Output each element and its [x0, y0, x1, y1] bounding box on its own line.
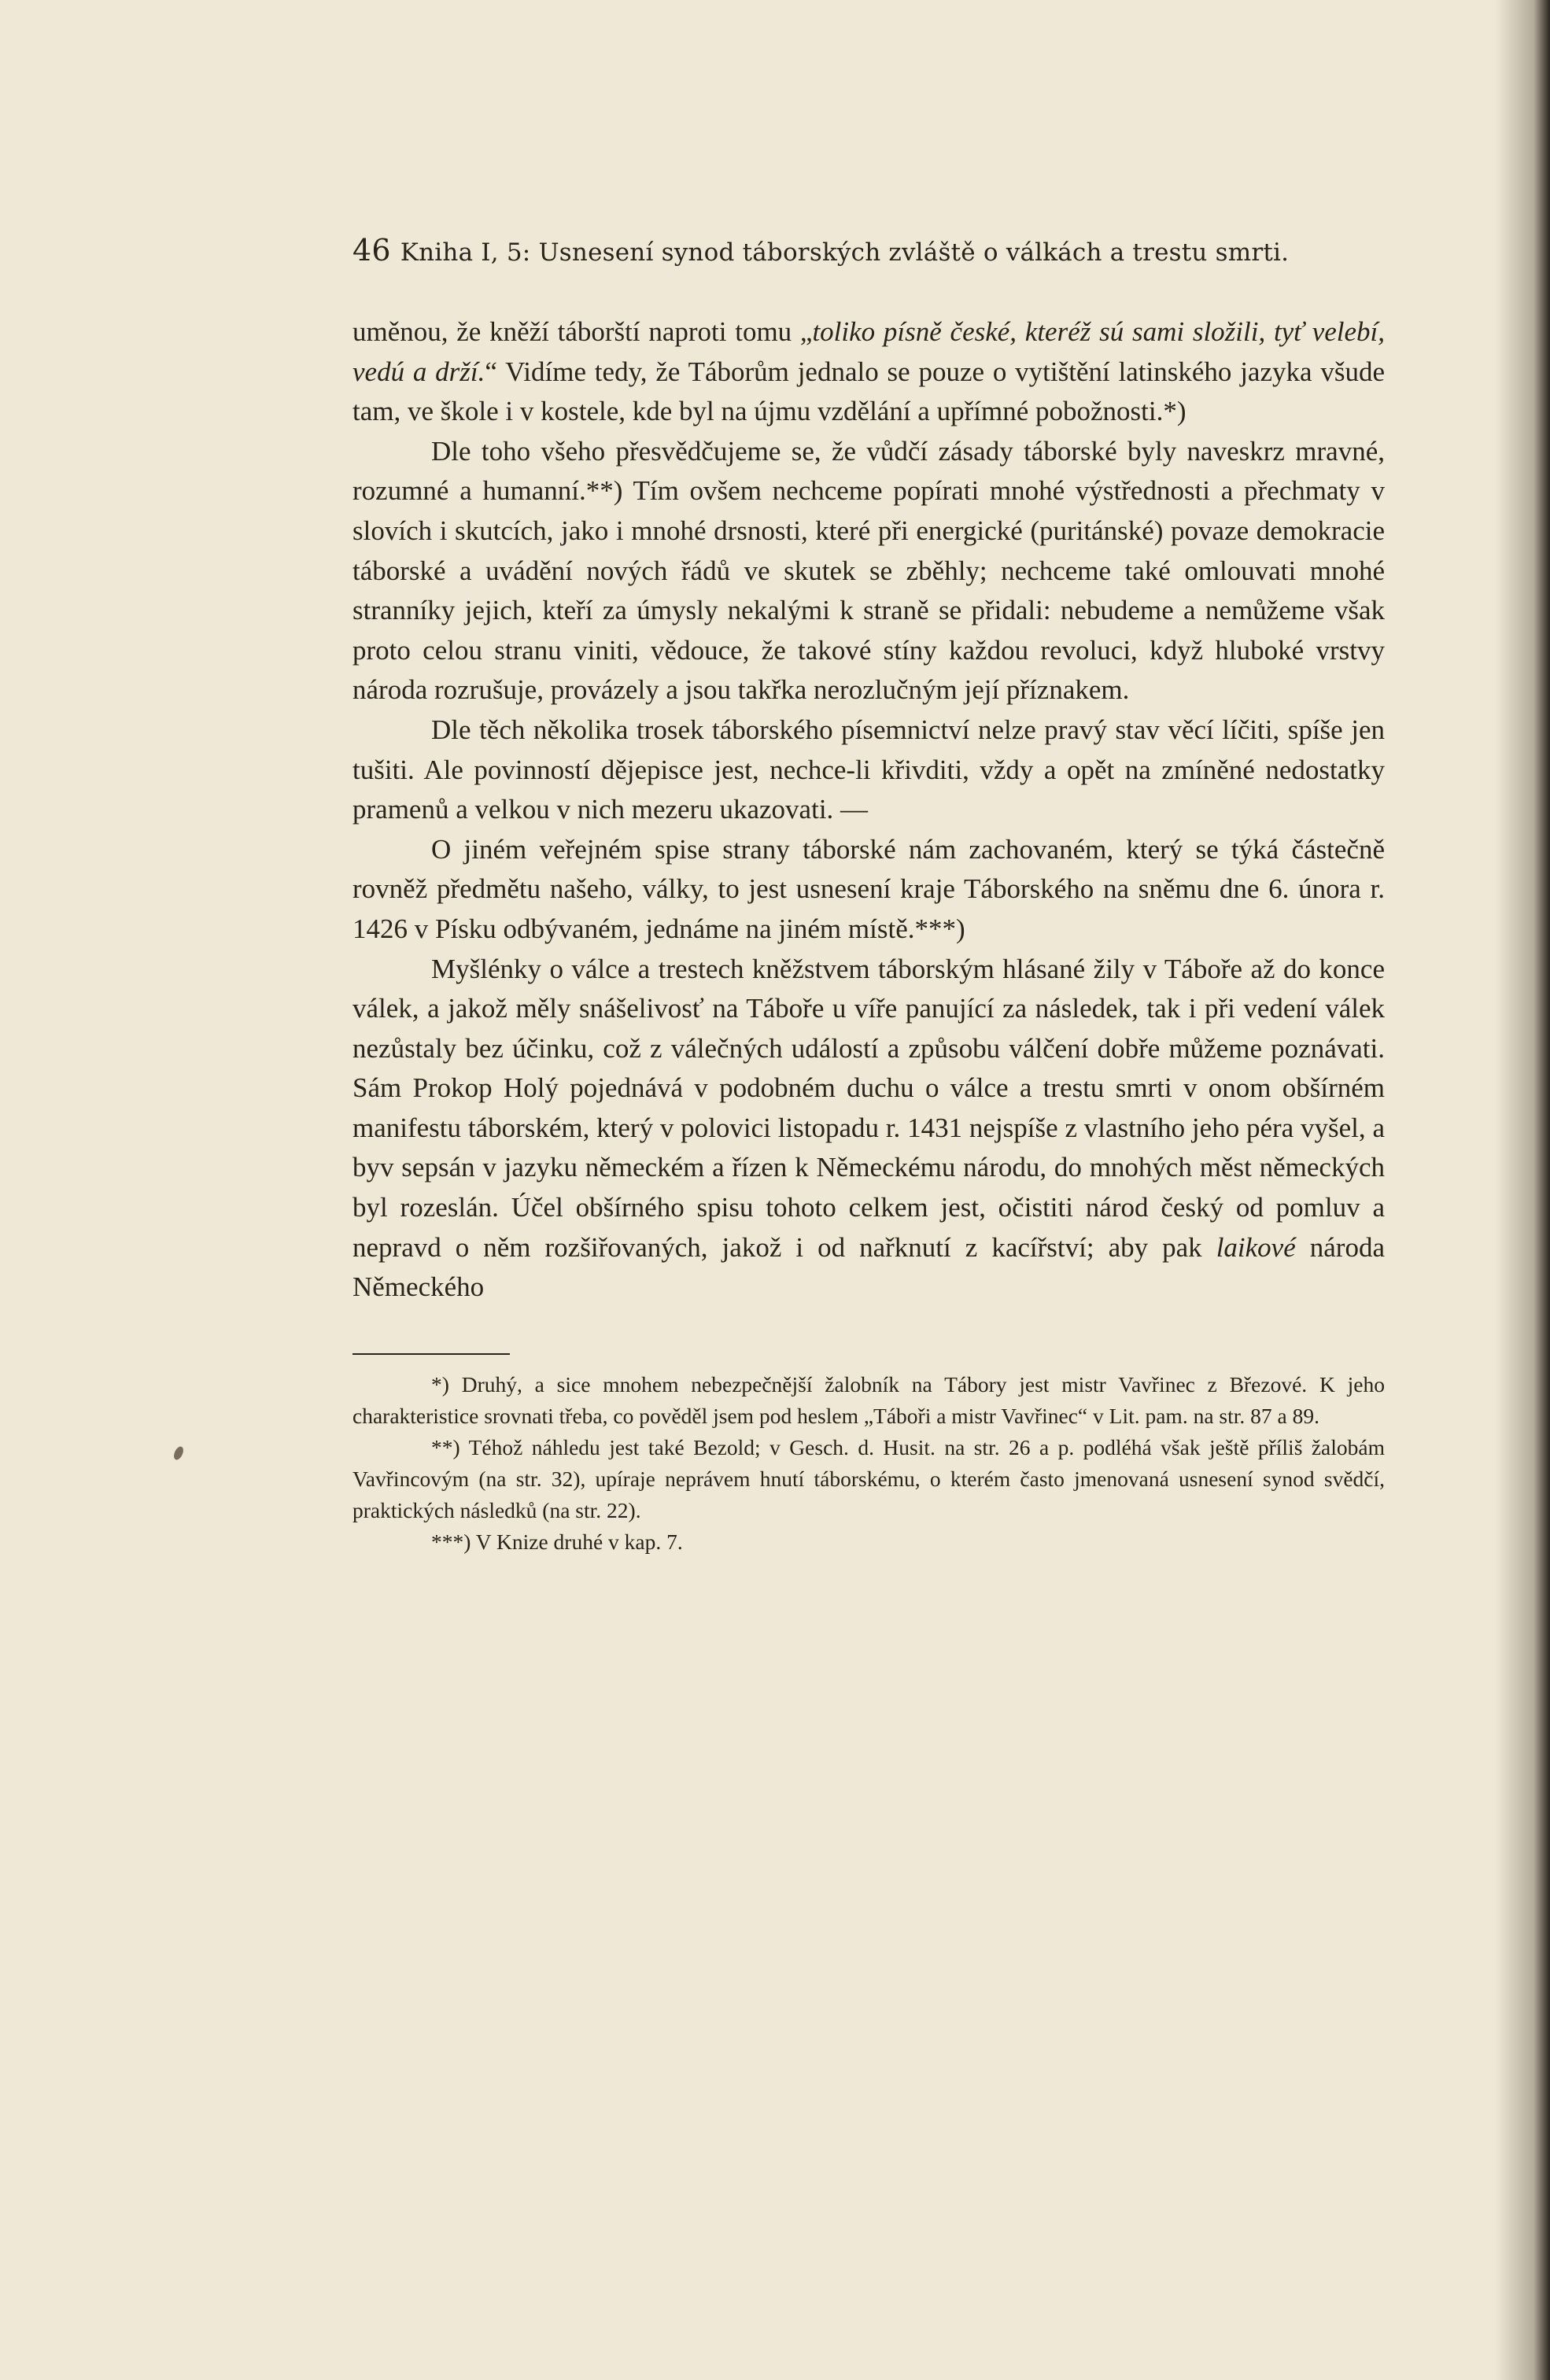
footnotes [352, 1369, 1385, 1558]
paragraph-3: Dle těch několika trosek táborského písemnictví nelze pravý stav věcí líčiti, spíše jen tušiti. Ale povinností dějepisce jest, nechce-li křivditi, vždy a opět na zmíněné nedostatky pramenů a velkou v nich mezeru ukazovati. — [352, 714, 1385, 825]
page-number: 46 [352, 233, 391, 268]
footnote-3: ***) V Knize druhé v kap. 7. [431, 1529, 683, 1554]
paragraph-4: O jiném veřejném spise strany táborské nám zachovaném, který se týká částečně rovněž předmětu našeho, války, to jest usnesení kraje Táborského na sněmu dne 6. února r. 1426 v Písku odbývaném, jednáme na jiném místě.***) [352, 833, 1385, 944]
running-head-title: Kniha I, 5: Usnesení synod táborských zvláště o válkách a trestu smrti. [400, 238, 1290, 267]
paragraph-5-text-b: národa Německého [352, 1231, 1385, 1303]
main-text [352, 312, 1385, 1308]
paragraph-1 [352, 312, 1385, 432]
ink-spot [172, 1445, 186, 1462]
page-edge-shadow [1495, 0, 1550, 2380]
footnote-1: *) Druhý, a sice mnohem nebezpečnější žalobník na Tábory jest mistr Vavřinec z Březové. K jeho charakteristice srovnati třeba, co pověděl jsem pod heslem „Táboři a mistr Vavřinec“ v Lit. pam. na str. 87 a 89. [352, 1371, 1385, 1428]
paragraph-2: Dle toho všeho přesvědčujeme se, že vůdčí zásady táborské byly naveskrz mravné, rozumné a humanní.**) Tím ovšem nechceme popírati mnohé výstřednosti a přechmaty v slovích i skutcích, jako i mnohé drsnosti, které při energické (puritánské) povaze demokracie táborské a uvádění nových řádů ve skutek se zběhly; nechceme také omlouvati mnohé stranníky jejich, kteří za úmysly nekalými k straně se přidali: nebudeme a nemůžeme však proto celou stranu viniti, vědouce, že takové stíny každou revoluci, když hluboké vrstvy národa rozrušuje, provázely a jsou takřka nerozlučným její příznakem. [352, 435, 1385, 706]
running-head [352, 234, 1385, 268]
paragraph-1-text-b: “ Vidíme tedy, že Táborům jednalo se pouze o vytištění latinského jazyka všude tam, ve škole i v kostele, kde byl na újmu vzdělání a upřímné pobožnosti.*) [352, 356, 1385, 427]
book-page [352, 234, 1385, 1558]
paragraph-5-emphasis: laikové [1216, 1231, 1296, 1263]
paragraph-1-text-a: uměnou, že kněží táborští naproti tomu „ [352, 316, 813, 347]
footnote-divider [352, 1353, 510, 1355]
paragraph-5-text-a: Myšlénky o válce a trestech kněžstvem táborským hlásané žily v Táboře až do konce válek, a jakož měly snášelivosť na Táboře u víře panující za následek, tak i při vedení válek nezůstaly bez účinku, což z válečných událostí a způsobu válčení dobře můžeme poznávati. Sám Prokop Holý pojednává v podobném duchu o válce a trestu smrti v onom obšírném manifestu táborském, který v polovici listopadu r. 1431 nejspíše z vlastního jeho péra vyšel, a byv sepsán v jazyku německém a řízen k Německému národu, do mnohých měst německých byl rozeslán. Účel obšírného spisu tohoto celkem jest, očistiti národ český od pomluv a nepravd o něm rozšiřovaných, jakož i od nařknutí z kacířství; aby pak [352, 953, 1385, 1263]
footnote-2: **) Téhož náhledu jest také Bezold; v Gesch. d. Husit. na str. 26 a p. podléhá však ještě příliš žalobám Vavřincovým (na str. 32), upíraje neprávem hnutí táborskému, o kterém často jmenovaná usnesení synod svědčí, praktických následků (na str. 22). [352, 1434, 1385, 1522]
paragraph-5 [352, 950, 1385, 1308]
paragraph-1-quote: toliko písně české, kteréž sú sami složili, tyť velebí, vedú a drží. [352, 316, 1385, 387]
